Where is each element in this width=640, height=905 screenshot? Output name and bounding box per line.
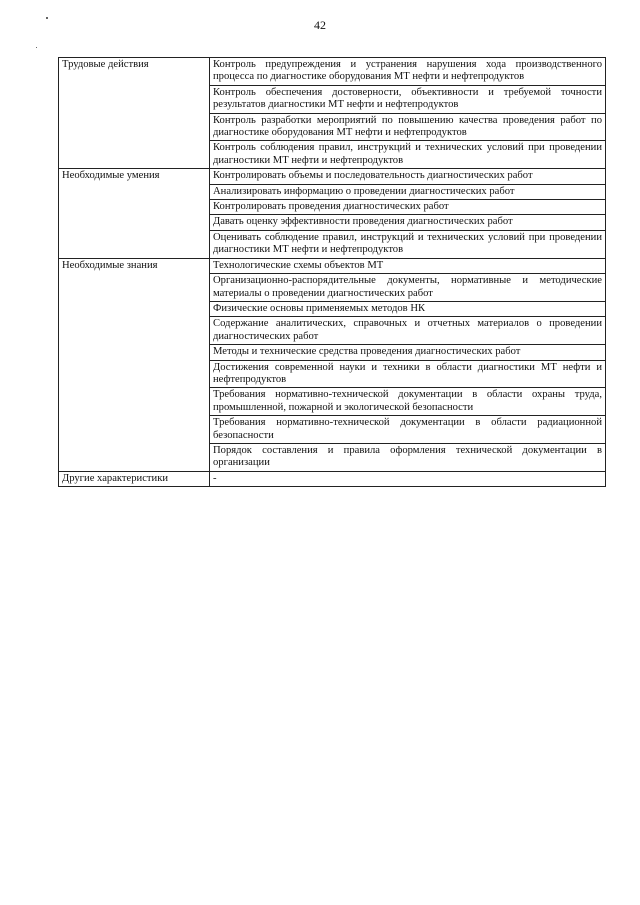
scan-speck — [36, 47, 37, 48]
section-label: Необходимые умения — [62, 170, 160, 182]
section-label-cell — [59, 58, 210, 169]
requirement-item: Физические основы применяемых методов НК — [210, 301, 606, 316]
requirement-item: Методы и технические средства проведения диагностических работ — [210, 345, 606, 360]
requirement-item: Технологические схемы объектов МТ — [210, 258, 606, 273]
table-row — [59, 258, 606, 273]
requirement-item: Анализировать информацию о проведении диагностических работ — [210, 184, 606, 199]
section-label-cell — [59, 169, 210, 258]
section-label-cell — [59, 258, 210, 471]
requirement-item: Организационно-распорядительные документы, нормативные и методические материалы о проведении диагностических работ — [210, 274, 606, 302]
characteristics-table-body — [59, 58, 606, 487]
page-number: 42 — [314, 18, 326, 32]
requirement-item: Достижения современной науки и техники в области диагностики МТ нефти и нефтепродуктов — [210, 360, 606, 388]
scan-speck — [46, 17, 48, 19]
requirement-item: Контроль предупреждения и устранения нарушения хода производственного процесса по диагностике оборудования МТ нефти и нефтепродуктов — [210, 58, 606, 86]
section-label-cell — [59, 471, 210, 486]
section-label: Необходимые знания — [62, 259, 158, 271]
requirement-item: Порядок составления и правила оформления технической документации в организации — [210, 443, 606, 471]
requirement-item: Контроль разработки мероприятий по повышению качества проведения работ по диагностике оборудования МТ нефти и нефтепродуктов — [210, 113, 606, 141]
table-row — [59, 169, 606, 184]
requirement-item: - — [210, 471, 606, 486]
section-label: Трудовые действия — [62, 59, 149, 70]
requirement-item: Контролировать проведения диагностических работ — [210, 200, 606, 215]
requirement-item: Содержание аналитических, справочных и отчетных материалов о проведении диагностических работ — [210, 317, 606, 345]
requirement-item: Требования нормативно-технической документации в области охраны труда, промышленной, пожарной и экологической безопасности — [210, 388, 606, 416]
requirement-item: Контроль соблюдения правил, инструкций и технических условий при проведении диагностики МТ нефти и нефтепродуктов — [210, 141, 606, 169]
table-row — [59, 471, 606, 486]
requirement-item: Давать оценку эффективности проведения диагностических работ — [210, 215, 606, 230]
characteristics-table — [58, 57, 606, 487]
requirement-item: Контроль обеспечения достоверности, объективности и требуемой точности результатов диагностики МТ нефти и нефтепродуктов — [210, 85, 606, 113]
requirement-item: Контролировать объемы и последовательность диагностических работ — [210, 169, 606, 184]
table-row — [59, 58, 606, 86]
requirement-item: Оценивать соблюдение правил, инструкций и технических условий при проведении диагностики МТ нефти и нефтепродуктов — [210, 230, 606, 258]
section-label: Другие характеристики — [62, 472, 169, 484]
requirement-item: Требования нормативно-технической документации в области радиационной безопасности — [210, 416, 606, 444]
